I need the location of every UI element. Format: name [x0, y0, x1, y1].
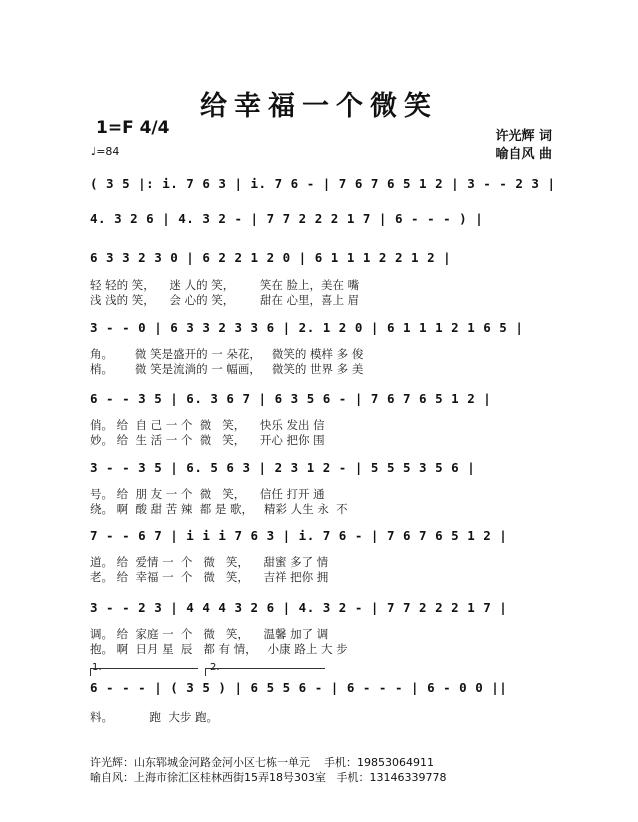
- lyricist-credit: 许光辉 词: [495, 129, 552, 144]
- volta-2-tick: [205, 668, 206, 676]
- song-title: 给幸福一个微笑: [200, 91, 438, 122]
- lyric-line-8a: 调。 给 家庭 一 个 微 笑， 温馨 加了 调: [90, 627, 329, 641]
- notation-line-7: 7 - - 6 7 | i i i 7 6 3 | i. 7 6 - | 7 6 7 6 5 1 2 |: [90, 528, 508, 543]
- notation-line-6: 3 - - 3 5 | 6. 5 6 3 | 2 3 1 2 - | 5 5 5 3 5 6 |: [90, 460, 476, 475]
- volta-1-label: 1.: [92, 662, 102, 673]
- lyric-line-5b: 妙。 给 生 活 一 个 微 笑， 开心 把你 围: [90, 433, 325, 447]
- notation-line-5: 6 - - 3 5 | 6. 3 6 7 | 6 3 5 6 - | 7 6 7 6 5 1 2 |: [90, 391, 492, 406]
- volta-2-bracket: [205, 668, 325, 669]
- lyric-line-7b: 老。 给 幸福 一 个 微 笑， 吉祥 把你 拥: [90, 570, 329, 584]
- lyric-line-3a: 轻 轻的 笑， 迷 人的 笑， 笑在 脸上，美在 嘴: [90, 278, 360, 292]
- lyric-line-8b: 抱。 啊 日月 星 辰 都 有 情， 小康 路上 大 步: [90, 642, 348, 656]
- volta-2-label: 2.: [210, 662, 220, 673]
- lyric-line-4a: 角。 微 笑是盛开的 一 朵花， 微笑的 模样 多 俊: [90, 347, 364, 361]
- lyric-line-5a: 俏。 给 自 己 一 个 微 笑， 快乐 发出 信: [90, 418, 325, 432]
- lyricist-contact: 许光辉：山东郓城金河路金河小区七栋一单元 手机：19853064911: [90, 756, 434, 769]
- notation-line-9: 6 - - - | ( 3 5 ) | 6 5 5 6 - | 6 - - - | 6 - 0 0 ||: [90, 680, 508, 695]
- notation-line-8: 3 - - 2 3 | 4 4 4 3 2 6 | 4. 3 2 - | 7 7 2 2 2 1 7 |: [90, 600, 508, 615]
- volta-1-tick: [90, 668, 91, 676]
- tempo-mark: ♩=84: [91, 145, 120, 158]
- volta-1-bracket: [90, 668, 198, 669]
- composer-credit: 喻自风 曲: [495, 147, 552, 162]
- lyric-line-6b: 绕。 啊 酸 甜 苦 辣 都 是 歌， 精彩 人生 永 不: [90, 502, 348, 516]
- key-signature: 1=F 4/4: [96, 118, 170, 138]
- lyric-line-9: 料。 跑 大步 跑。: [90, 710, 219, 724]
- notation-line-4: 3 - - 0 | 6 3 3 2 3 3 6 | 2. 1 2 0 | 6 1 1 1 2 1 6 5 |: [90, 320, 524, 335]
- notation-line-2: 4. 3 2 6 | 4. 3 2 - | 7 7 2 2 2 1 7 | 6 - - - ) |: [90, 211, 484, 226]
- notation-line-1: ( 3 5 |: i. 7 6 3 | i. 7 6 - | 7 6 7 6 5 1 2 | 3 - - 2 3 |: [90, 176, 556, 191]
- lyric-line-6a: 号。 给 朋 友 一 个 微 笑， 信任 打开 通: [90, 487, 325, 501]
- lyric-line-3b: 浅 浅的 笑， 会 心的 笑， 甜在 心里，喜上 眉: [90, 293, 360, 307]
- lyric-line-4b: 梢。 微 笑是流淌的 一 幅画， 微笑的 世界 多 美: [90, 362, 364, 376]
- lyric-line-7a: 道。 给 爱情 一 个 微 笑， 甜蜜 多了 情: [90, 555, 329, 569]
- composer-contact: 喻自风：上海市徐汇区桂林西街15弄18号303室 手机：13146339778: [90, 771, 447, 784]
- notation-line-3: 6 3 3 2 3 0 | 6 2 2 1 2 0 | 6 1 1 1 2 2 1 2 |: [90, 250, 452, 265]
